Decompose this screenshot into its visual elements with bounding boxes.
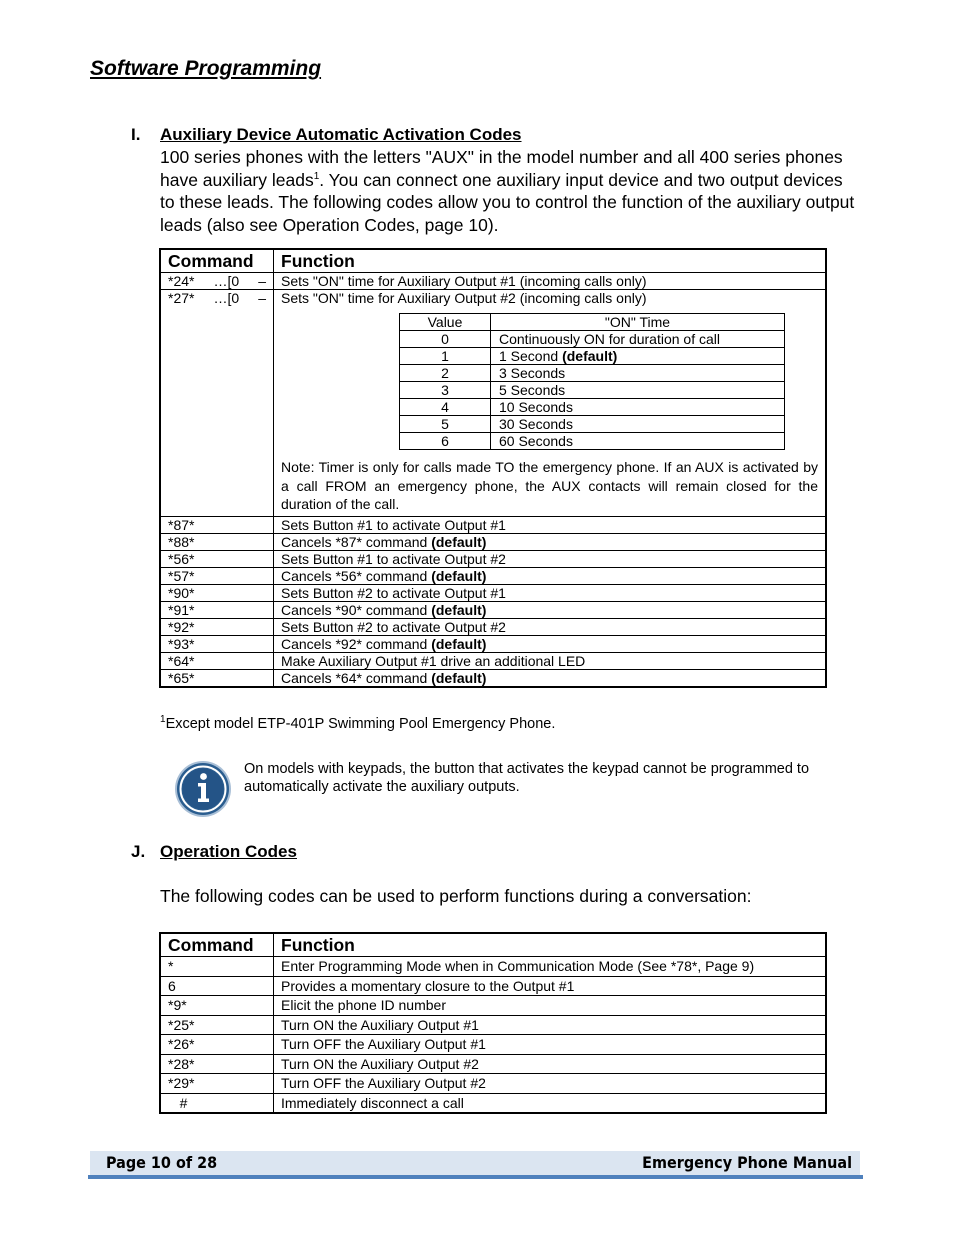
- section-i-letter: I.: [131, 125, 141, 144]
- footer-rule: [88, 1175, 863, 1179]
- table-row: [160, 976, 826, 996]
- table-row: [160, 1015, 826, 1035]
- footer-divider: [860, 1151, 862, 1175]
- table-row: [160, 273, 826, 290]
- command-code: *28*: [160, 1054, 274, 1074]
- command-code: *27* …[0 –: [168, 290, 266, 306]
- command-code: #: [160, 1093, 274, 1113]
- default-badge: (default): [431, 567, 487, 584]
- on-time-row: 5 30 Seconds: [400, 416, 785, 433]
- function-text: Make Auxiliary Output #1 drive an additional LED: [281, 652, 586, 669]
- table-row: [160, 1074, 826, 1094]
- table-header-row: [160, 249, 826, 273]
- table-row: [160, 996, 826, 1016]
- on-time-row: 4 10 Seconds: [400, 399, 785, 416]
- function-text: Turn OFF the Auxiliary Output #2: [274, 1074, 827, 1094]
- table-row: [160, 567, 826, 584]
- command-code: *93*: [160, 635, 274, 652]
- default-badge: (default): [562, 348, 618, 364]
- table-row: [160, 618, 826, 635]
- command-code: *64*: [160, 652, 274, 669]
- table-row: [160, 290, 826, 517]
- header-command: Command: [160, 249, 274, 273]
- command-code: *26*: [160, 1035, 274, 1055]
- table-row: [160, 652, 826, 669]
- function-text: Cancels *64* command: [281, 669, 432, 686]
- header-value: Value: [400, 314, 491, 331]
- header-function: Function: [274, 249, 827, 273]
- paragraph-text-2: . You can connect one auxiliary input device and two output devices to these leads. The following codes allow you to control the function of the auxiliary output leads (also see Operation Codes, page 10).: [160, 169, 855, 235]
- default-badge: (default): [431, 635, 487, 652]
- table-row: [160, 635, 826, 652]
- function-text: Immediately disconnect a call: [274, 1093, 827, 1113]
- table-row: [160, 669, 826, 687]
- command-code: *57*: [160, 567, 274, 584]
- command-code: *9*: [160, 996, 274, 1016]
- command-code: *87*: [160, 516, 274, 533]
- section-i-paragraph: [160, 146, 860, 236]
- page-number: Page 10 of 28: [106, 1153, 218, 1172]
- command-code: *56*: [160, 550, 274, 567]
- footnote-ref: 1: [313, 170, 320, 182]
- section-j-paragraph: The following codes can be used to perform functions during a conversation:: [160, 886, 752, 906]
- info-icon: [174, 760, 232, 818]
- on-time-row: 0 Continuously ON for duration of call: [400, 331, 785, 348]
- on-time-header-row: [400, 314, 785, 331]
- info-callout-text: On models with keypads, the button that activates the keypad cannot be programmed to automatically activate the auxiliary outputs.: [244, 761, 810, 795]
- function-text: Cancels *56* command: [281, 567, 432, 584]
- page-title: Software Programming: [90, 57, 322, 80]
- table-row: [160, 601, 826, 618]
- on-time-table: [399, 313, 785, 450]
- paragraph-text-1: 100 series phones with the letters "AUX" in the model number and all 400 series phones have auxiliary leads: [160, 147, 843, 190]
- default-badge: (default): [431, 669, 487, 686]
- footnote: [160, 716, 555, 732]
- footnote-text: Except model ETP-401P Swimming Pool Emergency Phone.: [165, 716, 556, 732]
- command-code: *65*: [160, 669, 274, 687]
- function-text: Cancels *90* command: [281, 601, 432, 618]
- command-code: *29*: [160, 1074, 274, 1094]
- page-footer: [90, 1151, 862, 1175]
- aux-codes-table: [159, 248, 827, 688]
- function-text: Elicit the phone ID number: [274, 996, 827, 1016]
- section-j-letter: J.: [131, 842, 146, 861]
- header-function: Function: [274, 933, 827, 957]
- function-text: Sets Button #2 to activate Output #1: [281, 584, 506, 601]
- section-i-title: Auxiliary Device Automatic Activation Codes: [160, 125, 522, 144]
- command-code: 6: [160, 976, 274, 996]
- function-text: Cancels *92* command: [281, 635, 432, 652]
- table-header-row: [160, 933, 826, 957]
- function-text: Provides a momentary closure to the Output #1: [274, 976, 827, 996]
- table-row: [160, 516, 826, 533]
- command-code: *88*: [160, 533, 274, 550]
- function-text: Turn ON the Auxiliary Output #1: [274, 1015, 827, 1035]
- table-row: [160, 1093, 826, 1113]
- function-text: Enter Programming Mode when in Communication Mode (See *78*, Page 9): [274, 957, 827, 977]
- function-text: Turn ON the Auxiliary Output #2: [274, 1054, 827, 1074]
- function-text: Sets "ON" time for Auxiliary Output #1 (incoming calls only): [274, 273, 827, 290]
- function-text: Sets Button #2 to activate Output #2: [281, 618, 506, 635]
- command-code: *91*: [160, 601, 274, 618]
- section-j-title: Operation Codes: [160, 842, 297, 861]
- function-text: Turn OFF the Auxiliary Output #1: [274, 1035, 827, 1055]
- command-code: *92*: [160, 618, 274, 635]
- function-text: Sets "ON" time for Auxiliary Output #2 (incoming calls only): [281, 290, 647, 306]
- on-time-row: 2 3 Seconds: [400, 365, 785, 382]
- table-row: [160, 584, 826, 601]
- command-code: *90*: [160, 584, 274, 601]
- timer-note: Note: Timer is only for calls made TO the emergency phone. If an AUX is activated by a call FROM an emergency phone, the AUX contacts will remain closed for the duration of the call.: [281, 459, 818, 512]
- table-row: [160, 1035, 826, 1055]
- on-time-row: 6 60 Seconds: [400, 433, 785, 450]
- on-time-row: 3 5 Seconds: [400, 382, 785, 399]
- on-time-row: 1 1 Second (default): [400, 348, 785, 365]
- command-code: *24* …[0 –: [168, 273, 266, 289]
- function-text: Cancels *87* command: [281, 533, 432, 550]
- table-row: [160, 1054, 826, 1074]
- table-row: [160, 533, 826, 550]
- header-command: Command: [160, 933, 274, 957]
- default-badge: (default): [431, 601, 487, 618]
- footnote-mark: 1: [160, 714, 166, 726]
- function-text: Sets Button #1 to activate Output #1: [281, 516, 506, 533]
- table-row: [160, 957, 826, 977]
- table-row: [160, 550, 826, 567]
- default-badge: (default): [431, 533, 487, 550]
- manual-title: Emergency Phone Manual: [642, 1153, 852, 1172]
- function-text: Sets Button #1 to activate Output #2: [281, 550, 506, 567]
- command-code: *25*: [160, 1015, 274, 1035]
- command-code: *: [160, 957, 274, 977]
- operation-codes-table: [159, 932, 827, 1114]
- header-on-time: "ON" Time: [491, 314, 785, 331]
